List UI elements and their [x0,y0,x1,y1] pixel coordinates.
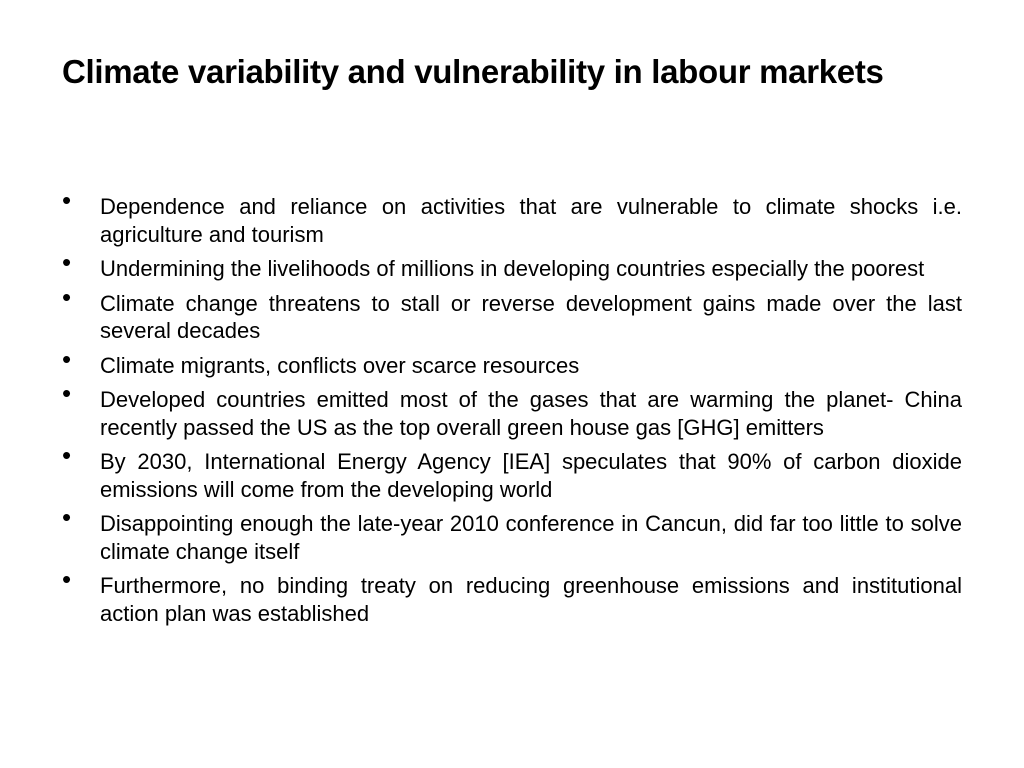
bullet-dot-icon: • [62,502,72,532]
bullet-dot-icon: • [62,564,72,594]
bullet-item [62,502,962,565]
bullet-list [62,185,962,634]
bullet-dot-icon: • [62,343,72,374]
bullet-item [62,185,962,248]
bullet-item [62,247,962,283]
bullet-item [62,343,962,380]
bullet-dot-icon: • [62,247,72,277]
bullet-dot-icon: • [62,281,72,312]
bullet-item [62,564,962,627]
bullet-dot-icon: • [62,185,72,215]
bullet-item [62,378,962,441]
bullet-dot-icon: • [62,440,72,470]
bullet-text: Furthermore, no binding treaty on reducing greenhouse emissions and institutional action plan was established [100,573,962,626]
bullet-text: Climate change threatens to stall or reverse development gains made over the last several decades [100,290,962,343]
slide-title: Climate variability and vulnerability in labour markets [62,53,884,90]
bullet-text: By 2030, International Energy Agency [IEA] speculates that 90% of carbon dioxide emissions will come from the developing world [100,449,962,502]
bullet-item [62,440,962,503]
bullet-text: Developed countries emitted most of the gases that are warming the planet- China recently passed the US as the top overall green house gas [GHG] emitters [100,387,962,440]
bullet-text: Undermining the livelihoods of millions in developing countries especially the poorest [100,256,925,281]
bullet-text: Disappointing enough the late-year 2010 conference in Cancun, did far too little to solve climate change itself [100,511,962,564]
bullet-text: Dependence and reliance on activities that are vulnerable to climate shocks i.e. agriculture and tourism [100,194,962,247]
bullet-item [62,281,962,345]
bullet-dot-icon: • [62,378,72,408]
bullet-text: Climate migrants, conflicts over scarce resources [100,352,580,378]
